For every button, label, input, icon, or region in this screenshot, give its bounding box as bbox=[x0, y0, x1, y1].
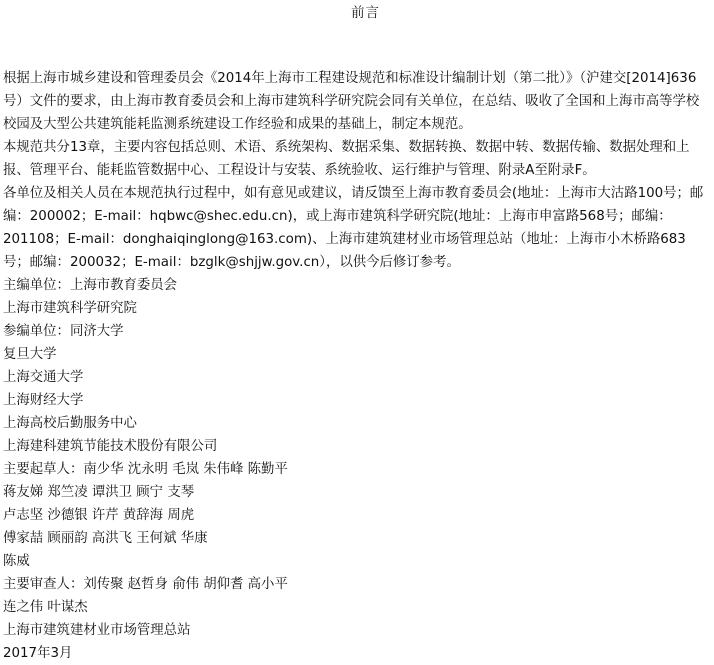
paragraph-background: 根据上海市城乡建设和管理委员会《2014年上海市工程建设规范和标准设计编制计划（第二批）》（沪建交[2014]636号）文件的要求，由上海市教育委员会和上海市建筑科学研究院会同有关单位，在总结、吸收了全国和上海市高等学校校园及大型公共建筑能耗监测系统建设工作经验和成果的基础上，制定本规范。 bbox=[3, 71, 700, 132]
paragraph-feedback: 各单位及相关人员在本规范执行过程中，如有意见或建议，请反馈至上海市教育委员会(地址：上海市大沽路100号；邮编：200002；E-mail：hqbwc@shec.edu.cn)，或上海市建筑科学研究院(地址：上海市申富路568号；邮编：201108；E-mail：donghaiqinglong@163.com)、上海市建筑建材业市场管理总站（地址：上海市小木桥路683号；邮编：200032；E-mail：bzglk@shjjw.gov.cn），以供今后修订参考。 bbox=[3, 186, 704, 270]
drafters-line: 蒋友娣 郑竺凌 谭洪卫 顾宁 支琴 bbox=[3, 485, 195, 500]
participating-unit-line: 上海高校后勤服务中心 bbox=[3, 416, 137, 431]
drafters-line: 主要起草人：南少华 沈永明 毛岚 朱伟峰 陈勤平 bbox=[3, 462, 288, 477]
drafters-line: 陈威 bbox=[3, 554, 30, 569]
participating-unit-line: 参编单位：同济大学 bbox=[3, 324, 124, 339]
chief-editor-unit-line: 上海市建筑科学研究院 bbox=[3, 301, 137, 316]
drafters-line: 卢志坚 沙德银 许芹 黄辞海 周虎 bbox=[3, 508, 195, 523]
date-line: 2017年3月 bbox=[3, 646, 73, 661]
document-title: 前言 bbox=[351, 6, 380, 21]
drafters-line: 傅家喆 顾丽韵 高洪飞 王何斌 华康 bbox=[3, 531, 208, 546]
reviewers-line: 主要审查人：刘传聚 赵哲身 俞伟 胡仰耆 高小平 bbox=[3, 577, 288, 592]
participating-unit-line: 上海财经大学 bbox=[3, 393, 84, 408]
reviewers-line: 连之伟 叶谋杰 bbox=[3, 600, 88, 615]
participating-unit-line: 复旦大学 bbox=[3, 347, 57, 362]
paragraph-contents: 本规范共分13章，主要内容包括总则、术语、系统架构、数据采集、数据转换、数据中转、数据传输、数据处理和上报、管理平台、能耗监管数据中心、工程设计与安装、系统验收、运行维护与管理、附录A至附录F。 bbox=[3, 140, 690, 178]
participating-unit-line: 上海建科建筑节能技术股份有限公司 bbox=[3, 439, 218, 454]
participating-unit-line: 上海交通大学 bbox=[3, 370, 84, 385]
document-page bbox=[0, 2, 714, 662]
issuing-organization-line: 上海市建筑建材业市场管理总站 bbox=[3, 623, 191, 638]
chief-editor-unit-line: 主编单位：上海市教育委员会 bbox=[3, 278, 178, 293]
